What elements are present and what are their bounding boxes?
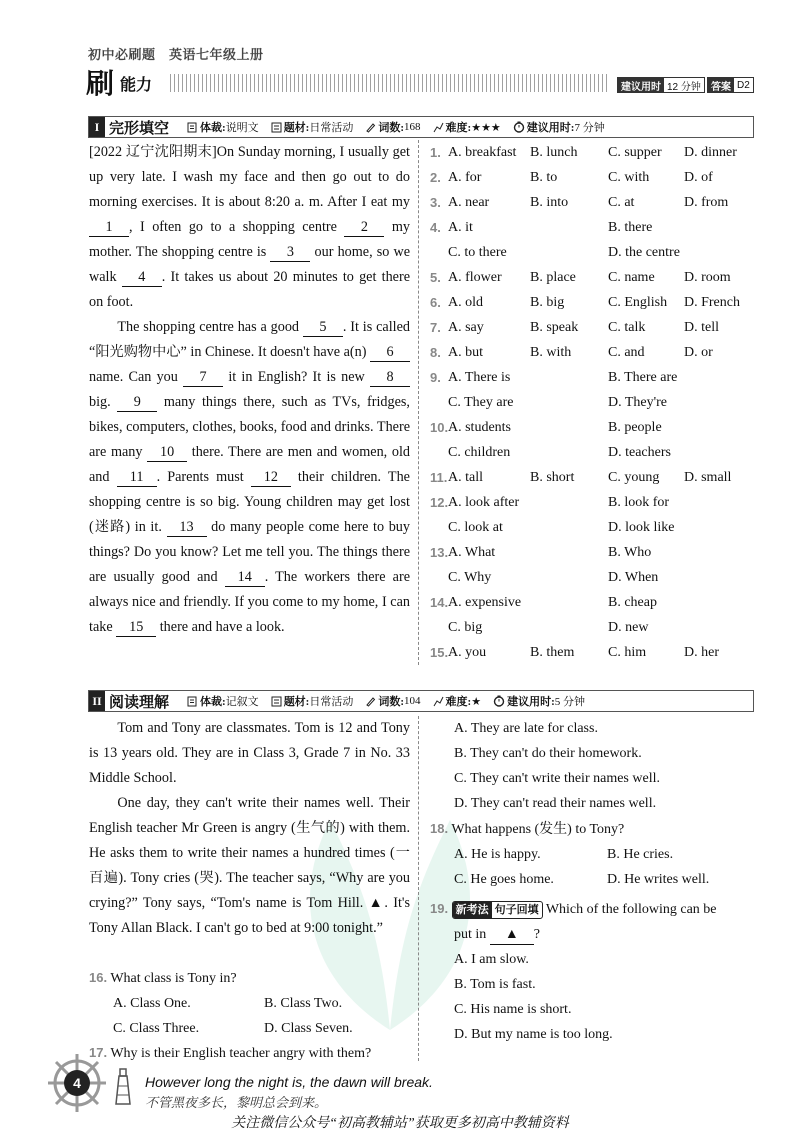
meta-time: 建议用时: 7 分钟	[513, 119, 605, 135]
cloze-blank-15: 15	[116, 618, 156, 637]
cloze-option-c[interactable]: C. name	[608, 270, 655, 285]
cloze-blank-10: 10	[147, 443, 187, 462]
cloze-option-a[interactable]: A. for	[448, 170, 482, 185]
question-number: 13.	[430, 545, 449, 560]
cloze-blank-2: 2	[344, 218, 384, 237]
cloze-blank-8: 8	[370, 368, 410, 387]
cloze-option-row	[430, 565, 760, 590]
cloze-option-a[interactable]: A. you	[448, 645, 487, 660]
decorative-stripe	[170, 74, 610, 92]
suggested-time-tag	[617, 77, 705, 93]
section-number: I	[89, 117, 105, 137]
cloze-blank-13: 13	[167, 518, 207, 537]
q16-option-c[interactable]: C. Class Three.	[113, 1021, 200, 1036]
q19-option-c[interactable]: C. His name is short.	[454, 1002, 572, 1017]
reading-right-column: A. They are late for class. B. They can't do their homework. C. They can't write their names well. D. They can't read their names well. 18. What happens (发生) to Tony? A. He is happy. B. He cries. C. He goes home. D. He writes well. 19. 新考法 句子回填 Which of the following can be put in ▲ ? A. I am slow. B. Tom is fast. C. His name is short. D. But my name is too long.	[430, 716, 760, 1047]
meta-difficulty: 难度: ★	[433, 693, 482, 709]
cloze-option-row	[430, 365, 760, 390]
cloze-option-a[interactable]: A. What	[448, 545, 496, 560]
q18-option-b[interactable]: B. He cries.	[607, 847, 674, 862]
q16-option-b[interactable]: B. Class Two.	[264, 996, 343, 1011]
question-number: 12.	[430, 495, 449, 510]
cloze-option-a[interactable]: A. There is	[448, 370, 511, 385]
cloze-option-a[interactable]: C. Why	[448, 570, 492, 585]
cloze-option-d[interactable]: D. room	[684, 270, 731, 285]
cloze-option-a[interactable]: A. tall	[448, 470, 483, 485]
topic-icon	[271, 696, 282, 707]
cloze-option-a[interactable]: C. look at	[448, 520, 503, 535]
cloze-option-d[interactable]: D. her	[684, 645, 719, 660]
cloze-blank-11: 11	[117, 468, 157, 487]
cloze-option-row	[430, 615, 760, 640]
column-divider	[418, 140, 419, 665]
cloze-option-row	[430, 440, 760, 465]
cloze-option-d[interactable]: D. French	[684, 295, 740, 310]
cloze-blank-14: 14	[225, 568, 265, 587]
cloze-option-c[interactable]: B. Who	[608, 545, 652, 560]
meta-genre: 体裁: 说明文	[187, 119, 259, 135]
q17-option-b[interactable]: B. They can't do their homework.	[454, 746, 642, 761]
cloze-option-row	[430, 390, 760, 415]
cloze-option-d[interactable]: D. from	[684, 195, 729, 210]
section-bar-cloze	[88, 116, 754, 138]
cloze-option-c[interactable]: D. look like	[608, 520, 675, 535]
q17-option-c[interactable]: C. They can't write their names well.	[454, 771, 660, 786]
meta-time: 建议用时: 5 分钟	[493, 693, 585, 709]
cloze-option-a[interactable]: A. look after	[448, 495, 520, 510]
cloze-option-c[interactable]: D. They're	[608, 395, 668, 410]
cloze-option-a[interactable]: A. students	[448, 420, 511, 435]
cloze-option-row	[430, 590, 760, 615]
cloze-blank-12: 12	[251, 468, 291, 487]
cloze-option-b[interactable]: B. to	[530, 170, 558, 185]
cloze-blank-3: 3	[270, 243, 310, 262]
question-number: 10.	[430, 420, 449, 435]
cloze-option-d[interactable]: D. tell	[684, 320, 719, 335]
question-number: 8.	[430, 345, 441, 360]
cloze-option-b[interactable]: B. place	[530, 270, 576, 285]
question-17: 17. Why is their English teacher angry with them?	[89, 1045, 372, 1061]
cloze-option-c[interactable]: C. young	[608, 470, 660, 485]
cloze-option-b[interactable]: B. short	[530, 470, 575, 485]
q17-option-d[interactable]: D. They can't read their names well.	[454, 796, 657, 811]
clock-icon	[513, 121, 525, 133]
footer-note: 关注微信公众号“初高教辅站”获取更多初高中教辅资料	[231, 1116, 569, 1131]
answer-page: D2	[737, 79, 750, 91]
cloze-option-b[interactable]: B. them	[530, 645, 575, 660]
cloze-options	[430, 140, 760, 665]
cloze-option-row	[430, 515, 760, 540]
q18-option-d[interactable]: D. He writes well.	[607, 872, 710, 887]
cloze-option-c[interactable]: C. supper	[608, 145, 662, 160]
page-number: 4	[64, 1070, 90, 1096]
question-number: 7.	[430, 320, 441, 335]
cloze-option-a[interactable]: A. it	[448, 220, 473, 235]
cloze-option-a[interactable]: C. They are	[448, 395, 514, 410]
answer-page-tag	[707, 77, 754, 93]
question-number: 14.	[430, 595, 449, 610]
motto-chinese: 不管黑夜多长，黎明总会到来。	[145, 1095, 328, 1110]
cloze-blank-6: 6	[370, 343, 410, 362]
pen-icon	[365, 696, 376, 707]
q17-option-a[interactable]: A. They are late for class.	[454, 721, 598, 736]
question-16: 16. What class is Tony in? A. Class One. B. Class Two. C. Class Three. D. Class Seven.	[89, 965, 410, 1041]
cloze-option-d[interactable]: D. or	[684, 345, 713, 360]
chart-icon	[433, 122, 444, 133]
cloze-option-c[interactable]: C. talk	[608, 320, 646, 335]
cloze-option-c[interactable]: C. and	[608, 345, 645, 360]
section-number: II	[89, 691, 105, 711]
answer-label: 答案	[708, 78, 734, 92]
question-number: 11.	[430, 470, 448, 485]
cloze-option-c[interactable]: C. at	[608, 195, 635, 210]
topic-icon	[271, 122, 282, 133]
meta-genre: 体裁: 记叙文	[187, 693, 259, 709]
question-number: 4.	[430, 220, 441, 235]
document-icon	[187, 696, 198, 707]
q19-blank: ▲	[490, 926, 534, 945]
cloze-blank-9: 9	[117, 393, 157, 412]
cloze-option-c[interactable]: C. him	[608, 645, 647, 660]
question-number: 2.	[430, 170, 441, 185]
cloze-option-a[interactable]: A. expensive	[448, 595, 522, 610]
question-18: 18. What happens (发生) to Tony?	[430, 821, 625, 837]
cloze-blank-5: 5	[303, 318, 343, 337]
cloze-option-b[interactable]: B. with	[530, 345, 572, 360]
passage-source: [2022 辽宁沈阳期末]	[89, 144, 217, 160]
question-number: 5.	[430, 270, 441, 285]
section-title: 完形填空	[109, 118, 170, 137]
pen-icon	[365, 122, 376, 133]
cloze-option-a[interactable]: A. but	[448, 345, 483, 360]
cloze-option-a[interactable]: C. children	[448, 445, 511, 460]
cloze-option-b[interactable]: B. speak	[530, 320, 579, 335]
meta-words: 词数: 104	[365, 693, 420, 709]
cloze-option-a[interactable]: A. flower	[448, 270, 502, 285]
cloze-option-row	[430, 140, 760, 165]
question-number: 9.	[430, 370, 441, 385]
cloze-option-c[interactable]: D. teachers	[608, 445, 671, 460]
chart-icon	[433, 696, 444, 707]
cloze-option-row	[430, 315, 760, 340]
new-method-tag: 新考法 句子回填	[452, 901, 543, 919]
section-bar-reading	[88, 690, 754, 712]
cloze-option-row	[430, 340, 760, 365]
motto-english: However long the night is, the dawn will break.	[145, 1074, 433, 1090]
reading-passage: Tom and Tony are classmates. Tom is 12 and Tony is 13 years old. They are in Class 3, Grade 7 in No. 33 Middle School. One day, they can't write their names well. Their English teacher Mr Green is angry (生气的) with them. He asks them to write their names a hundred times (一百遍). Tony cries (哭). The teacher says, “Why are you crying?” Tony says, “Tom's name is Tom Hill. ▲. It's Tony Allan Black. I can't go to bed at 9:00 tonight.”	[89, 720, 410, 936]
cloze-option-row	[430, 240, 760, 265]
meta-difficulty: 难度: ★★★	[433, 119, 501, 135]
q18-option-c[interactable]: C. He goes home.	[454, 872, 554, 887]
cloze-option-a[interactable]: A. breakfast	[448, 145, 517, 160]
meta-topic: 题材: 日常活动	[271, 693, 354, 709]
cloze-option-row	[430, 540, 760, 565]
cloze-option-c[interactable]: D. the centre	[608, 245, 680, 260]
cloze-option-c[interactable]: D. When	[608, 570, 659, 585]
suggested-time-value: 12 分钟	[667, 81, 701, 93]
lighthouse-icon	[112, 1066, 134, 1106]
q16-option-a[interactable]: A. Class One.	[113, 996, 191, 1011]
cloze-option-b[interactable]: B. into	[530, 195, 569, 210]
cloze-option-c[interactable]: D. new	[608, 620, 649, 635]
cloze-option-row	[430, 490, 760, 515]
cloze-option-a[interactable]: C. to there	[448, 245, 507, 260]
cloze-option-d[interactable]: D. small	[684, 470, 732, 485]
meta-words: 词数: 168	[365, 119, 420, 135]
column-divider-2	[418, 716, 419, 1061]
cloze-option-row	[430, 465, 760, 490]
cloze-option-row	[430, 640, 760, 665]
cloze-option-a[interactable]: C. big	[448, 620, 483, 635]
cloze-option-c[interactable]: B. look for	[608, 495, 670, 510]
brand-mark: 刷	[86, 67, 115, 100]
cloze-option-c[interactable]: C. with	[608, 170, 650, 185]
cloze-blank-4: 4	[122, 268, 162, 287]
cloze-passage: [2022 辽宁沈阳期末]On Sunday morning, I usually get up very late. I wash my face and then go out to do morning exercises. It is about 8:20 a. m. After I eat my 1 , I often go to a shopping centre 2 my mother. The shopping centre is 3 our home, so we walk 4 . It takes us about 20 minutes to get there on foot. The shopping centre has a good 5 . It is called “阳光购物中心” in Chinese. It doesn't have a(n) 6 name. Can you 7 it in English? It is new 8 big. 9 many things there, such as TVs, fridges, bikes, computers, clothes, books, food and drinks. There are many 10 there. There are men and women, old and 11 . Parents must 12 their children. The shopping centre is so big. Young children may get lost (迷路) in it. 13 do many people come here to buy things? Do you know? Let me tell you. The things there are usually good and 14 . The workers there are always nice and friendly. If you come to my home, I can take 15 there and have a look.	[89, 144, 411, 635]
brand-subtitle: 能力	[120, 75, 153, 94]
cloze-option-row	[430, 415, 760, 440]
cloze-option-row	[430, 190, 760, 215]
cloze-option-d[interactable]: D. of	[684, 170, 713, 185]
cloze-blank-7: 7	[183, 368, 223, 387]
question-number: 1.	[430, 145, 441, 160]
cloze-option-c[interactable]: B. there	[608, 220, 653, 235]
cloze-option-a[interactable]: A. say	[448, 320, 484, 335]
cloze-option-c[interactable]: B. cheap	[608, 595, 657, 610]
meta-topic: 题材: 日常活动	[271, 119, 354, 135]
q18-option-a[interactable]: A. He is happy.	[454, 847, 541, 862]
book-series-title: 初中必刷题 英语七年级上册	[88, 47, 264, 62]
question-number: 15.	[430, 645, 449, 660]
q19-option-d[interactable]: D. But my name is too long.	[454, 1027, 613, 1042]
cloze-option-row	[430, 290, 760, 315]
blank-marker-icon: ▲	[368, 895, 385, 911]
suggested-time-label: 建议用时	[618, 78, 664, 92]
document-icon	[187, 122, 198, 133]
cloze-option-b[interactable]: B. big	[530, 295, 565, 310]
cloze-option-row	[430, 265, 760, 290]
cloze-blank-1: 1	[89, 218, 129, 237]
q19-option-a[interactable]: A. I am slow.	[454, 952, 529, 967]
cloze-option-a[interactable]: A. near	[448, 195, 490, 210]
clock-icon	[493, 695, 505, 707]
question-number: 3.	[430, 195, 441, 210]
q19-option-b[interactable]: B. Tom is fast.	[454, 977, 536, 992]
cloze-option-d[interactable]: D. dinner	[684, 145, 737, 160]
cloze-option-a[interactable]: A. old	[448, 295, 483, 310]
cloze-option-b[interactable]: B. lunch	[530, 145, 578, 160]
cloze-option-c[interactable]: C. English	[608, 295, 668, 310]
question-number: 6.	[430, 295, 441, 310]
cloze-option-row	[430, 215, 760, 240]
section-title: 阅读理解	[109, 692, 170, 711]
cloze-option-c[interactable]: B. There are	[608, 370, 678, 385]
cloze-option-c[interactable]: B. people	[608, 420, 662, 435]
q16-option-d[interactable]: D. Class Seven.	[264, 1021, 353, 1036]
question-19: 19. 新考法 句子回填 Which of the following can be	[430, 901, 717, 917]
cloze-option-row	[430, 165, 760, 190]
